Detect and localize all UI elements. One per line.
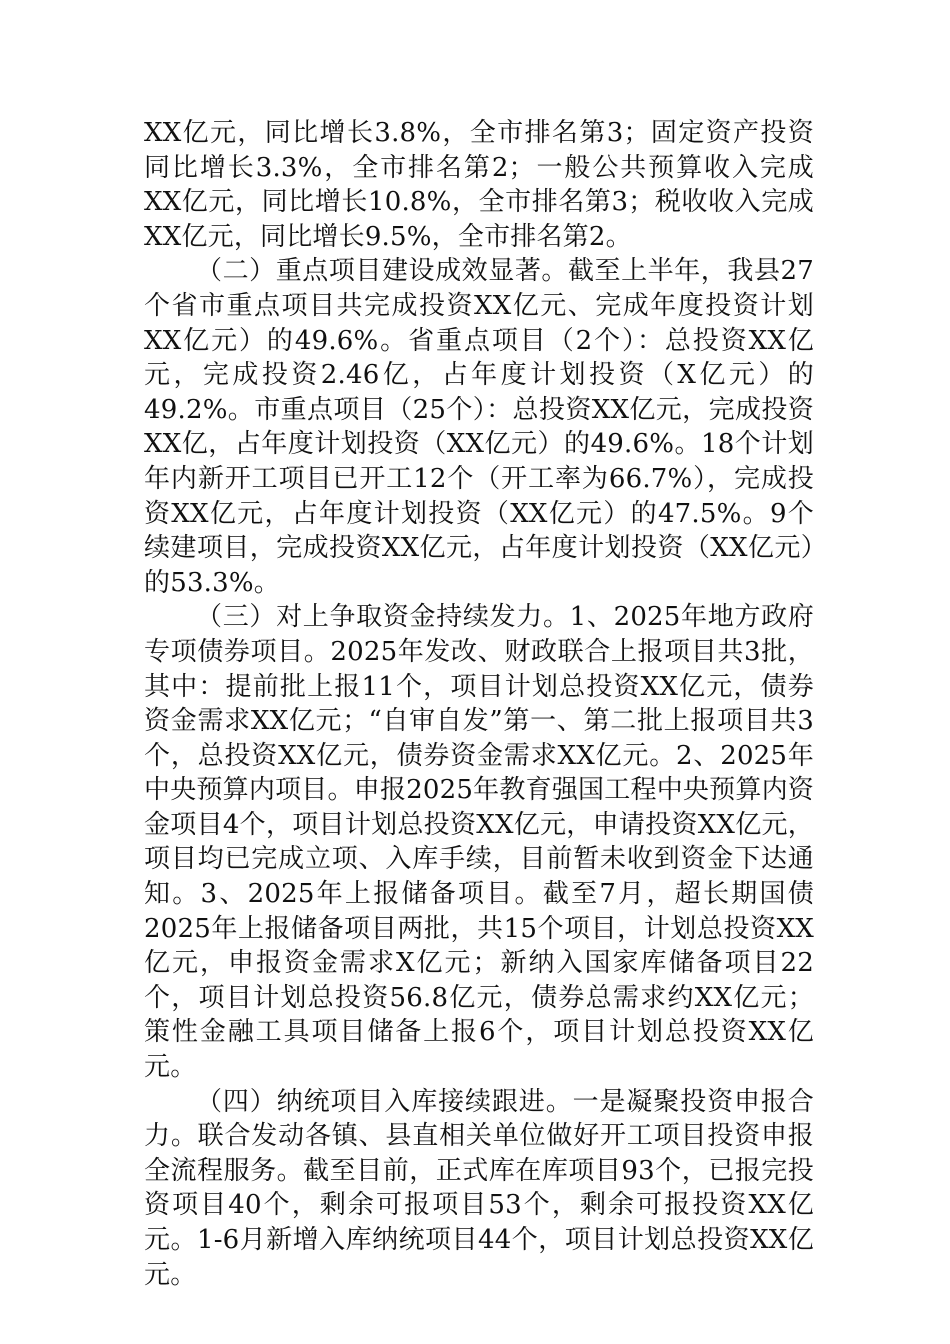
document-body [144,116,814,1292]
paragraph-statistics-projects: （四）纳统项目入库接续跟进。一是凝聚投资申报合力。联合发动各镇、县直相关单位做好开工项目投资申报全流程服务。截至目前，正式库在库项目93个，已报完投资项目40个，剩余可报项目53个，剩余可报投资XX亿元。1-6月新增入库纳统项目44个，项目计划总投资XX亿元。 [144,1086,814,1290]
paragraph-economic-indicators: XX亿元，同比增长3.8%，全市排名第3；固定资产投资同比增长3.3%，全市排名第2；一般公共预算收入完成XX亿元，同比增长10.8%，全市排名第3；税收收入完成XX亿元，同比增长9.5%，全市排名第2。 [144,118,814,252]
paragraph-key-projects: （二）重点项目建设成效显著。截至上半年，我县27个省市重点项目共完成投资XX亿元、完成年度投资计划XX亿元）的49.6%。省重点项目（2个）：总投资XX亿元，完成投资2.46亿，占年度计划投资（X亿元）的49.2%。市重点项目（25个）：总投资XX亿元，完成投资XX亿，占年度计划投资（XX亿元）的49.6%。18个计划年内新开工项目已开工12个（开工率为66.7%），完成投资XX亿元，占年度计划投资（XX亿元）的47.5%。9个续建项目，完成投资XX亿元，占年度计划投资（XX亿元）的53.3%。 [144,256,814,598]
paragraph-funding: （三）对上争取资金持续发力。1、2025年地方政府专项债券项目。2025年发改、财政联合上报项目共3批，其中：提前批上报11个，项目计划总投资XX亿元，债券资金需求XX亿元；“自审自发”第一、第二批上报项目共3个，总投资XX亿元，债券资金需求XX亿元。2、2025年中央预算内项目。申报2025年教育强国工程中央预算内资金项目4个，项目计划总投资XX亿元，申请投资XX亿元，项目均已完成立项、入库手续，目前暂未收到资金下达通知。3、2025年上报储备项目。截至7月，超长期国债2025年上报储备项目两批，共15个项目，计划总投资XX亿元，申报资金需求X亿元；新纳入国家库储备项目22个，项目计划总投资56.8亿元，债券总需求约XX亿元；策性金融工具项目储备上报6个，项目计划总投资XX亿元。 [144,602,814,1083]
